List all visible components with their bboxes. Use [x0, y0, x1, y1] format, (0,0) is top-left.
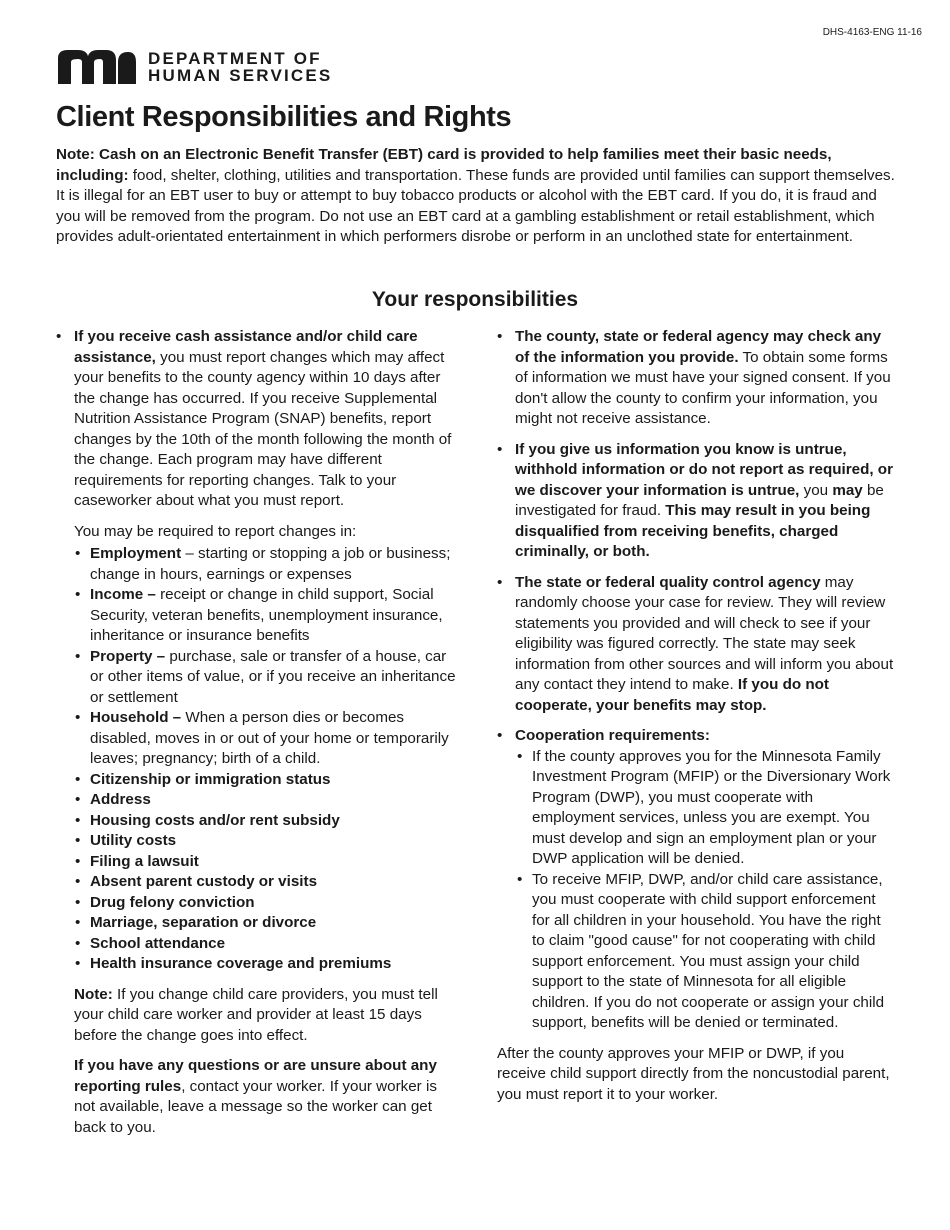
change-item: • Marriage, separation or divorce	[75, 914, 317, 931]
cooperation-sub-item: • To receive MFIP, DWP, and/or child care assistance, you must cooperate with child support enforcement for all children in your household. You have the right to claim "good cause" for not cooperating with child support enforcement. You must assign your child support to the state of Minnesota for all eligible children. If you do not cooperate or assign your child support, benefits will be denied or terminated.	[517, 870, 885, 1031]
change-item: • Household – When a person dies or becomes disabled, moves in or out of your home or temporarily leaves; pregnancy; birth of a child.	[75, 709, 449, 767]
intro-paragraph	[56, 145, 896, 248]
page-title: Client Responsibilities and Rights	[56, 101, 512, 133]
list-item: • The county, state or federal agency may check any of the information you provide. To obtain some forms of information we must have your signed consent. If you don't allow the county to confirm your information, you might not receive assistance.	[497, 328, 891, 427]
section-heading: Your responsibilities	[371, 288, 579, 311]
change-item: • Housing costs and/or rent subsidy	[75, 811, 340, 829]
changes-intro: You may be required to report changes in:	[74, 522, 357, 540]
change-item: • Employment – starting or stopping a job or business; change in hours, earnings or expenses	[75, 545, 451, 583]
list-item: • If you receive cash assistance and/or child care assistance, you must report changes which may affect your benefits to the county agency within 10 days after the change has occurred. If you receive Supplemental Nutrition Assistance Program (SNAP) benefits, report changes by the 10th of the month following the month of the change. Each program may have different requirements for reporting changes. Talk to your caseworker about what you must report.	[56, 328, 452, 509]
questions-paragraph: If you have any questions or are unsure about any reporting rules, contact your worker. If your worker is not available, leave a message so the worker can get back to you.	[74, 1057, 437, 1136]
minnesota-logo-icon	[56, 50, 136, 84]
change-item: • School attendance	[75, 934, 226, 952]
form-number: DHS-4163-ENG 11-16	[822, 27, 922, 38]
tail-paragraph: After the county approves your MFIP or DWP, if you receive child support directly from the noncustodial parent, you must report it to your worker.	[497, 1044, 890, 1103]
item-text: you must report changes which may affect your benefits to the county agency within 10 days after the change has occurred. If you receive Supplemental Nutrition Assistance Program (SNAP) benefits, report changes by the 10th of the month following the month of the change. Each program may have different requirements for reporting changes. Talk to your caseworker about what you must report.	[74, 348, 452, 509]
change-item: • Address	[75, 791, 151, 808]
logo-line-1: DEPARTMENT OF	[148, 49, 322, 68]
logo-line-2: HUMAN SERVICES	[148, 66, 333, 85]
change-item: • Health insurance coverage and premiums	[75, 955, 392, 972]
right-column	[497, 327, 897, 1105]
list-item: • The state or federal quality control agency may randomly choose your case for review. They will review statements you provided and will check to see if your eligibility was figured correctly. The state may seek information from other sources and will inform you about any contact they intend to make. If you do not cooperate, your benefits may stop.	[497, 573, 894, 714]
item-bold: If you receive cash assistance and/or child care assistance,	[74, 328, 418, 366]
change-item: • Drug felony conviction	[75, 893, 255, 911]
change-item: • Filing a lawsuit	[75, 852, 199, 870]
change-item: • Citizenship or immigration status	[75, 770, 331, 788]
left-column	[56, 327, 462, 1148]
intro-bold: Note: Cash on an Electronic Benefit Transfer (EBT) card is provided to help families meet their basic needs, including:	[56, 146, 832, 184]
change-item: • Utility costs	[75, 832, 177, 849]
change-item: • Absent parent custody or visits	[75, 873, 318, 890]
list-item: • If you give us information you know is untrue, withhold information or do not report as required, or we discover your information is untrue, you may be investigated for fraud. This may result in you being disqualified from receiving benefits, charged criminally, or both.	[497, 440, 893, 560]
list-item: • Cooperation requirements: • If the county approves you for the Minnesota Family Investment Program (MFIP) or the Diversionary Work Program (DWP), you must cooperate with employment services, unless you are exempt. You must develop and sign an employment plan or your DWP application will be denied. • To receive MFIP, DWP, and/or child care assistance, you must cooperate with child support enforcement for all children in your household. You have the right to claim "good cause" for not cooperating with child support enforcement. You must assign your child support to the state of Minnesota for all eligible children. If you do not cooperate or assign your child support, benefits will be denied or terminated.	[497, 726, 897, 1034]
change-item: • Income – receipt or change in child support, Social Security, veteran benefits, unemployment insurance, inheritance or insurance benefits	[75, 586, 443, 644]
intro-text: food, shelter, clothing, utilities and transportation. These funds are provided until families can support themselves. It is illegal for an EBT user to buy or attempt to buy tobacco products or alcohol with the EBT card. If you do, it is fraud and you will be removed from the program. Do not use an EBT card at a gambling establishment or retail establishment, which provides adult-orientated entertainment in which performers disrobe or perform in an unclothed state for entertainment.	[56, 166, 895, 245]
changes-list	[73, 544, 462, 975]
cooperation-sub-item: • If the county approves you for the Minnesota Family Investment Program (MFIP) or the Diversionary Work Program (DWP), you must cooperate with employment services, unless you are exempt. You must develop and sign an employment plan or your DWP application will be denied.	[517, 747, 891, 867]
change-item: • Property – purchase, sale or transfer of a house, car or other items of value, or if you receive an inheritance or settlement	[75, 647, 456, 706]
note-paragraph: Note: If you change child care providers, you must tell your child care worker and provider at least 15 days before the change goes into effect.	[74, 985, 438, 1044]
dhs-logo	[56, 50, 332, 84]
